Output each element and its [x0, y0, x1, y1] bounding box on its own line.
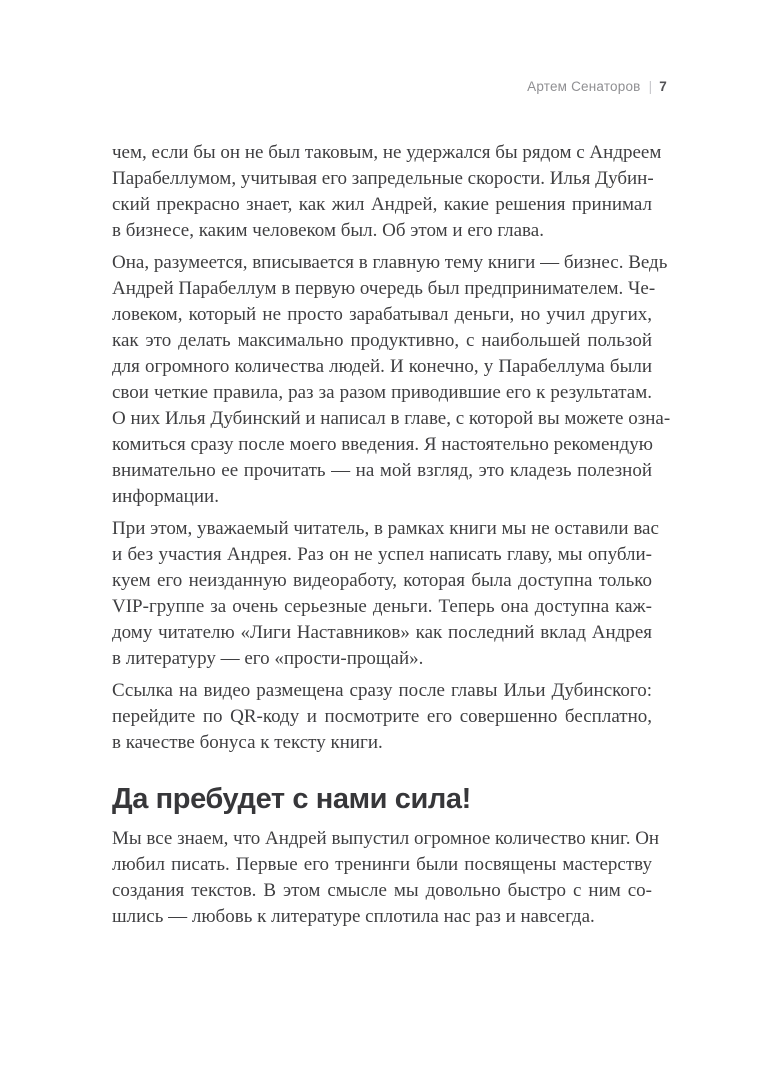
header-separator: | — [648, 79, 653, 94]
text-line: информации. — [112, 486, 219, 507]
paragraph — [112, 678, 652, 756]
page-header — [527, 78, 667, 96]
text-line: в бизнесе, каким человеком был. Об этом и его глава. — [112, 220, 544, 241]
text-line: как это делать максимально продуктивно, с наибольшей пользой — [112, 330, 652, 351]
section-heading: Да пребудет с нами сила! — [112, 783, 471, 815]
paragraph — [112, 826, 660, 930]
text-line: чем, если бы он не был таковым, не удержался бы рядом с Андреем — [112, 142, 662, 163]
text-line: любил писать. Первые его тренинги были посвящены мастерству — [112, 854, 652, 875]
text-line: в литературу — его «прости-прощай». — [112, 648, 424, 669]
text-line: для огромного количества людей. И конечно, у Парабеллума были — [112, 356, 652, 377]
running-head-author: Артем Сенаторов — [527, 79, 641, 94]
text-line: При этом, уважаемый читатель, в рамках книги мы не оставили вас — [112, 518, 659, 539]
text-line: Мы все знаем, что Андрей выпустил огромное количество книг. Он — [112, 828, 660, 849]
text-line: создания текстов. В этом смысле мы довольно быстро с ним со- — [112, 880, 652, 901]
text-line: ловеком, который не просто зарабатывал деньги, но учил других, — [112, 304, 652, 325]
text-line: VIP-группе за очень серьезные деньги. Теперь она доступна каж- — [112, 596, 652, 617]
text-line: шлись — любовь к литературе сплотила нас раз и навсегда. — [112, 906, 595, 927]
text-line: куем его неизданную видеоработу, которая была доступна только — [112, 570, 652, 591]
text-line: свои четкие правила, раз за разом приводившие его к результатам. — [112, 382, 652, 403]
page-number: 7 — [659, 79, 667, 94]
text-line: дому читателю «Лиги Наставников» как последний вклад Андрея — [112, 622, 652, 643]
text-line: Андрей Парабеллум в первую очередь был предпринимателем. Че- — [112, 278, 656, 299]
text-line: перейдите по QR-коду и посмотрите его совершенно бесплатно, — [112, 706, 652, 727]
text-line: внимательно ее прочитать — на мой взгляд, это кладезь полезной — [112, 460, 652, 481]
paragraph — [112, 250, 671, 510]
text-line: Парабеллумом, учитывая его запредельные скорости. Илья Дубин- — [112, 168, 654, 189]
page-content — [112, 140, 671, 936]
text-line: Она, разумеется, вписывается в главную тему книги — бизнес. Ведь — [112, 252, 668, 273]
text-line: ский прекрасно знает, как жил Андрей, какие решения принимал — [112, 194, 652, 215]
paragraph — [112, 140, 662, 244]
text-line: в качестве бонуса к тексту книги. — [112, 732, 383, 753]
text-line: Ссылка на видео размещена сразу после главы Ильи Дубинского: — [112, 680, 652, 701]
text-line: комиться сразу после моего введения. Я настоятельно рекомендую — [112, 434, 653, 455]
text-line: О них Илья Дубинский и написал в главе, с которой вы можете озна- — [112, 408, 671, 429]
paragraph — [112, 516, 659, 672]
text-line: и без участия Андрея. Раз он не успел написать главу, мы опубли- — [112, 544, 652, 565]
